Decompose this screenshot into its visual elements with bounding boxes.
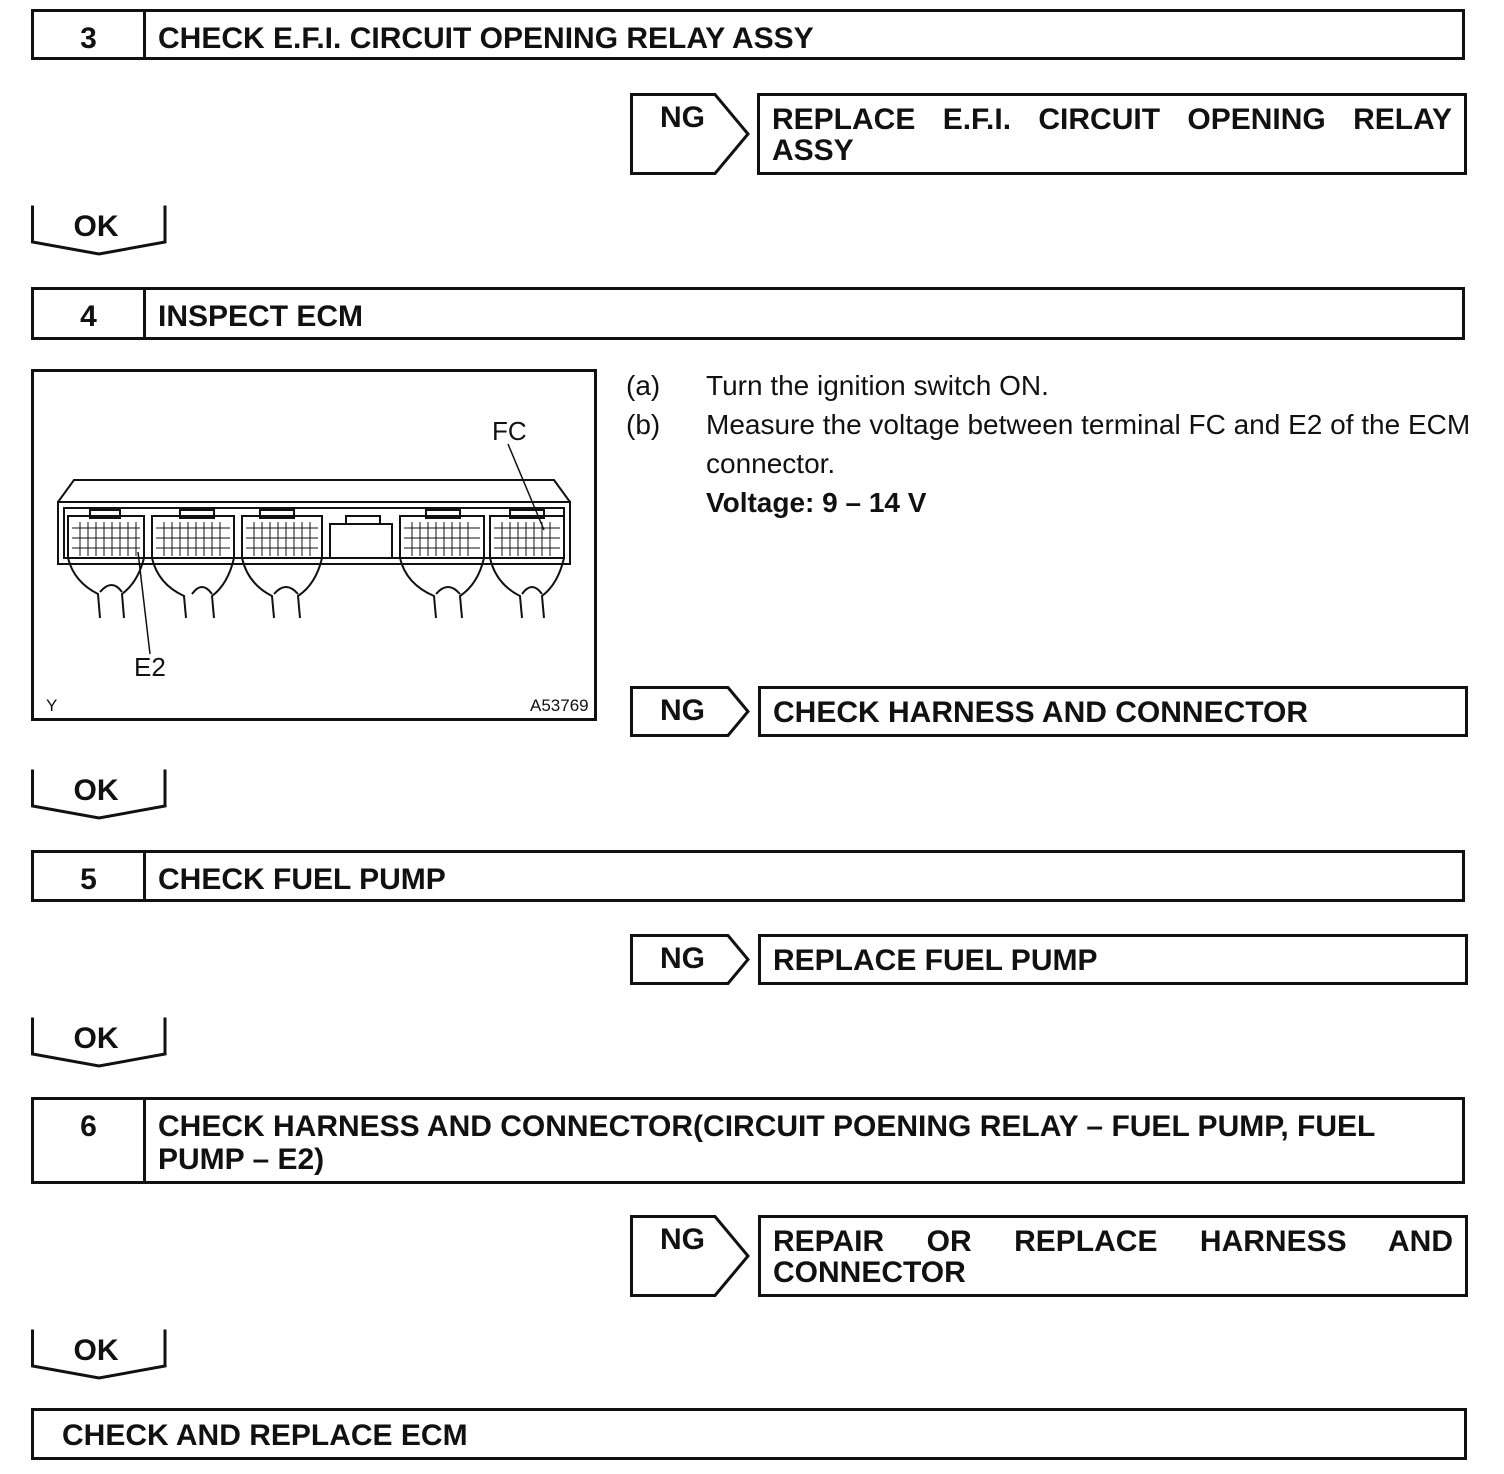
ng-label: NG bbox=[660, 1223, 705, 1256]
step-number: 4 bbox=[34, 290, 146, 337]
ok-label: OK bbox=[73, 1022, 119, 1055]
figure-corner-label: Y bbox=[46, 696, 58, 715]
ng-result-replace-pump: REPLACE FUEL PUMP bbox=[758, 934, 1468, 985]
instruction-text: Turn the ignition switch ON. bbox=[706, 370, 1049, 401]
ng-label: NG bbox=[660, 101, 705, 134]
step-number: 6 bbox=[34, 1100, 146, 1181]
step-5-header bbox=[31, 850, 1465, 902]
step-number: 5 bbox=[34, 853, 146, 899]
ok-arrow bbox=[31, 204, 168, 256]
ok-arrow bbox=[31, 1328, 168, 1380]
step-3-header bbox=[31, 9, 1465, 60]
ok-label: OK bbox=[73, 774, 119, 807]
ecm-connector-figure bbox=[31, 369, 597, 721]
ng-label: NG bbox=[660, 942, 705, 975]
ng-arrow bbox=[630, 934, 752, 985]
step-number: 3 bbox=[34, 12, 146, 57]
instruction-tag: (b) bbox=[626, 409, 661, 440]
ok-label: OK bbox=[73, 210, 119, 243]
instructions bbox=[626, 366, 1476, 522]
ng-arrow bbox=[630, 686, 752, 737]
instruction-b bbox=[626, 405, 1476, 483]
step-title: INSPECT ECM bbox=[158, 300, 364, 333]
figure-id: A53769 bbox=[530, 696, 589, 715]
label-fc: FC bbox=[492, 416, 527, 446]
step-title: CHECK FUEL PUMP bbox=[158, 863, 446, 896]
ng-result-replace-relay: REPLACE E.F.I. CIRCUIT OPENING RELAY ASSY bbox=[757, 93, 1467, 175]
step-title: CHECK E.F.I. CIRCUIT OPENING RELAY ASSY bbox=[158, 22, 814, 55]
label-e2: E2 bbox=[134, 652, 166, 682]
step-6-header bbox=[31, 1097, 1465, 1184]
ok-label: OK bbox=[73, 1334, 119, 1367]
ok-arrow bbox=[31, 768, 168, 820]
final-action: CHECK AND REPLACE ECM bbox=[31, 1408, 1467, 1460]
ng-arrow bbox=[630, 93, 752, 175]
ng-result-check-harness: CHECK HARNESS AND CONNECTOR bbox=[758, 686, 1468, 737]
instruction-text: Measure the voltage between terminal FC and E2 of the ECM connector. bbox=[706, 409, 1471, 479]
instruction-tag: (a) bbox=[626, 370, 661, 401]
ng-arrow bbox=[630, 1215, 752, 1297]
voltage-spec: Voltage: 9 – 14 V bbox=[706, 487, 927, 518]
ng-label: NG bbox=[660, 694, 705, 727]
ng-result-repair-harness: REPAIR OR REPLACE HARNESS AND CONNECTOR bbox=[758, 1215, 1468, 1297]
ok-arrow bbox=[31, 1016, 168, 1068]
step-title: CHECK HARNESS AND CONNECTOR(CIRCUIT POENING RELAY – FUEL PUMP, FUEL PUMP – E2) bbox=[158, 1110, 1375, 1176]
step-4-header bbox=[31, 287, 1465, 340]
instruction-a bbox=[626, 366, 1476, 405]
